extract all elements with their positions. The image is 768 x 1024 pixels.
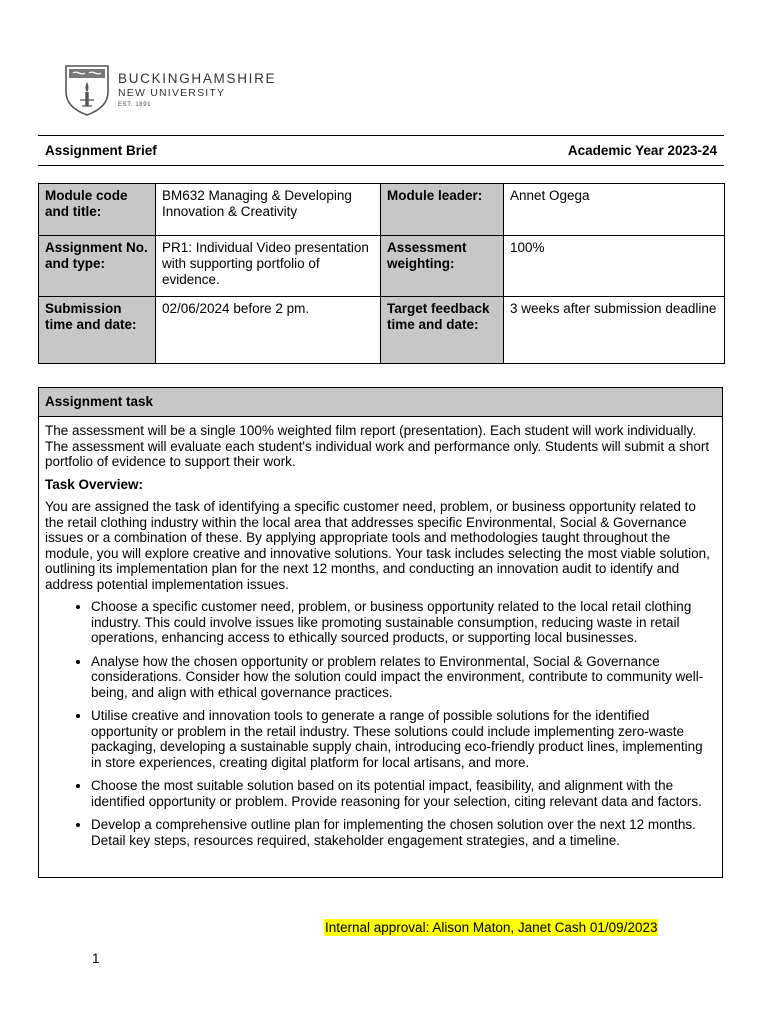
list-item: • Develop a comprehensive outline plan for implementing the chosen solution over the next 12 months. Detail key steps, resources required, stakeholder engagement strategies, and a timeline. (91, 817, 716, 848)
brief-bottom-rule (38, 165, 724, 166)
university-logo (64, 64, 284, 116)
brief-title: Assignment Brief (45, 143, 157, 158)
list-item: • Choose a specific customer need, problem, or business opportunity related to the local retail clothing industry. This could involve issues like promoting sustainable consumption, reducing waste in retail operations, enhancing access to ethically sourced products, or supporting local businesses. (91, 599, 716, 646)
feedback-value: 3 weeks after submission deadline (504, 297, 725, 364)
logo-line-2: NEW UNIVERSITY (118, 87, 226, 99)
submission-value: 02/06/2024 before 2 pm. (156, 297, 381, 364)
assignment-label: Assignment No. and type: (39, 236, 156, 297)
weighting-value: 100% (504, 236, 725, 297)
task-overview-heading: Task Overview: (45, 476, 144, 492)
internal-approval-note: Internal approval: Alison Maton, Janet Cash 01/09/2023 (325, 920, 658, 935)
list-item: • Utilise creative and innovation tools to generate a range of possible solutions for the identified opportunity or problem in the retail industry. These solutions could include implementing zero-waste packaging, developing a sustainable supply chain, introducing eco-friendly product lines, implementing in store experiences, creating digital platform for local artisans, and more. (91, 708, 716, 770)
table-row (39, 184, 725, 236)
brief-header (45, 143, 717, 158)
feedback-label: Target feedback time and date: (381, 297, 504, 364)
weighting-label: Assessment weighting: (381, 236, 504, 297)
brief-top-rule (38, 135, 724, 136)
page-number: 1 (92, 951, 100, 966)
task-intro: The assessment will be a single 100% weighted film report (presentation). Each student will work individually. The assessment will evaluate each student's individual work and performance only. Students will submit a short portfolio of evidence to support their work. (45, 423, 710, 469)
table-row (39, 236, 725, 297)
academic-year: Academic Year 2023-24 (567, 143, 717, 158)
leader-label: Module leader: (381, 184, 504, 236)
task-body (39, 417, 722, 848)
crest-icon (64, 64, 110, 116)
submission-label: Submission time and date: (39, 297, 156, 364)
module-info-table (38, 183, 725, 364)
leader-value: Annet Ogega (504, 184, 725, 236)
logo-line-1: BUCKINGHAMSHIRE (118, 71, 277, 86)
table-row (39, 297, 725, 364)
task-bullet-list (45, 599, 716, 848)
assignment-value: PR1: Individual Video presentation with supporting portfolio of evidence. (156, 236, 381, 297)
module-label: Module code and title: (39, 184, 156, 236)
list-item: • Choose the most suitable solution based on its potential impact, feasibility, and alignment with the identified opportunity or problem. Provide reasoning for your selection, citing relevant data and factors. (91, 778, 716, 809)
logo-established: EST. 1891 (118, 102, 152, 108)
list-item: • Analyse how the chosen opportunity or problem relates to Environmental, Social & Governance considerations. Consider how the solution could impact the environment, contribute to community well-being, and align with ethical governance practices. (91, 654, 716, 701)
task-heading: Assignment task (39, 388, 722, 417)
task-overview-text: You are assigned the task of identifying a specific customer need, problem, or business opportunity related to the retail clothing industry within the local area that addresses specific Environmental, Social & Governance issues or a combination of these. By applying appropriate tools and methodologies taught throughout the module, you will explore creative and innovative solutions. Your task includes selecting the most viable solution, outlining its implementation plan for the next 12 months, and conducting an innovation audit to identify and address potential implementation issues. (45, 499, 710, 592)
assignment-task-box (38, 387, 723, 878)
module-value: BM632 Managing & Developing Innovation & Creativity (156, 184, 381, 236)
